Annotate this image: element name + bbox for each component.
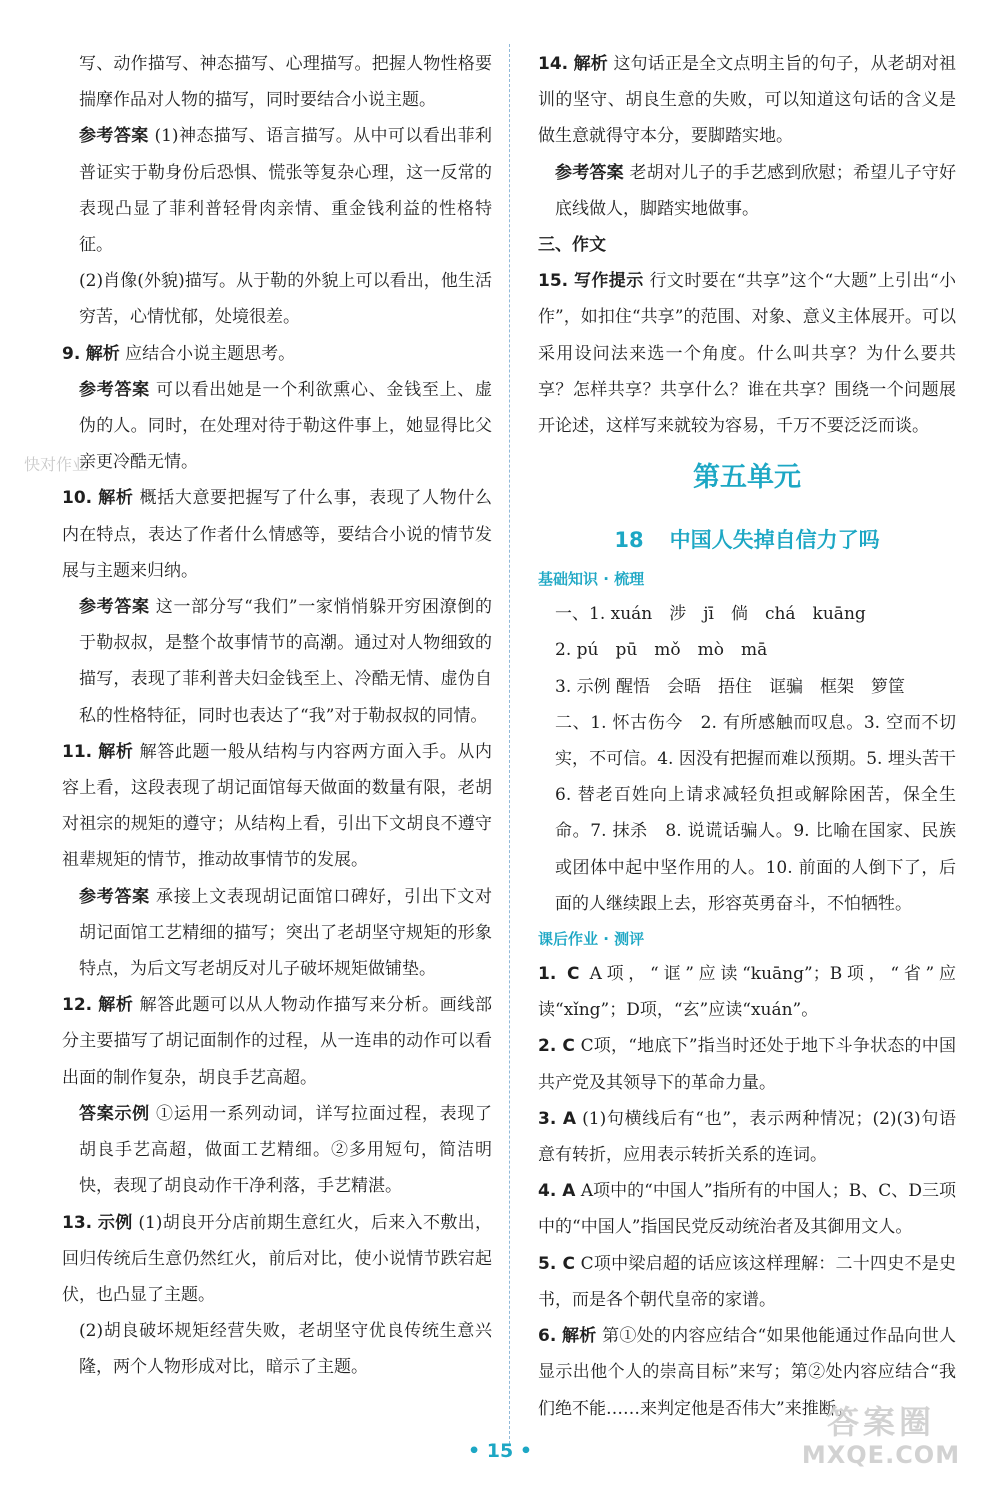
answer-label: 解析 bbox=[98, 488, 134, 509]
question-number: 2. C bbox=[538, 1036, 575, 1057]
answer-paragraph bbox=[62, 734, 492, 879]
answer-label: 写作提示 bbox=[573, 271, 644, 292]
answer-paragraph bbox=[62, 46, 492, 118]
answer-text: 可以看出她是一个利欲熏心、金钱至上、虚伪的人。同时，在处理对待于勒这件事上，她显得比父亲更冷酷无情。 bbox=[79, 379, 493, 473]
answer-paragraph bbox=[538, 596, 956, 632]
answer-paragraph bbox=[538, 263, 956, 444]
question-number: 6. bbox=[538, 1326, 557, 1347]
question-number: 15. bbox=[538, 271, 569, 292]
question-number: 10. bbox=[62, 488, 93, 509]
section-label-homework: 课后作业 · 测评 bbox=[538, 930, 645, 949]
answer-label: 解析 bbox=[561, 1326, 597, 1347]
answer-paragraph bbox=[62, 1313, 492, 1385]
answer-paragraph bbox=[62, 480, 492, 589]
watermark-url: MXQE.COM bbox=[801, 1441, 961, 1469]
watermark-logo bbox=[786, 1403, 976, 1473]
section-label-basic: 基础知识 · 梳理 bbox=[538, 570, 645, 589]
answer-paragraph bbox=[538, 1028, 956, 1100]
answer-text: (1)神态描写、语言描写。从中可以看出菲利普证实于勒身份后恐惧、慌张等复杂心理，这一反常的表现凸显了菲利普轻骨肉亲情、重金钱利益的性格特征。 bbox=[79, 126, 492, 256]
answer-paragraph bbox=[62, 1205, 492, 1314]
answer-paragraph bbox=[538, 956, 956, 1028]
unit-title: 第五单元 bbox=[693, 462, 801, 494]
answer-text: (2)胡良破坏规矩经营失败，老胡坚守优良传统生意兴隆，两个人物形成对比，暗示了主题。 bbox=[79, 1321, 492, 1378]
answer-label: 参考答案 bbox=[79, 126, 149, 147]
question-number: 5. C bbox=[538, 1253, 575, 1274]
answer-label: 解析 bbox=[573, 54, 608, 74]
answer-text: 一、1. xuán 涉 jī 倘 chá kuāng bbox=[555, 604, 866, 625]
answer-text: 承接上文表现胡记面馆口碑好，引出下文对胡记面馆工艺精细的描写；突出了老胡坚守规矩的形象特点，为后文写老胡反对儿子破坏规矩做铺垫。 bbox=[79, 886, 493, 980]
answer-text: (2)肖像(外貌)描写。从于勒的外貌上可以看出，他生活穷苦，心情忧郁，处境很差。 bbox=[79, 271, 492, 328]
answer-paragraph bbox=[538, 227, 956, 263]
answer-paragraph bbox=[62, 263, 492, 335]
answer-text: 解答此题可以从人物动作描写来分析。画线部分主要描写了胡记面制作的过程，从一连串的动作可以看出面的制作复杂，胡良手艺高超。 bbox=[62, 995, 493, 1088]
section-heading: 三、作文 bbox=[538, 235, 606, 256]
answer-label: 示例 bbox=[97, 1212, 133, 1233]
answer-paragraph bbox=[62, 336, 492, 372]
answer-text: 这句话正是全文点明主旨的句子，从老胡对祖训的坚守、胡良生意的失败，可以知道这句话的含义是做生意就得守本分，要脚踏实地。 bbox=[538, 54, 957, 147]
answer-paragraph bbox=[538, 1101, 956, 1173]
watermark-text: 答案圈 bbox=[826, 1403, 935, 1441]
question-number: 11. bbox=[62, 741, 93, 762]
answer-text: 二、1. 怀古伤今 2. 有所感触而叹息。3. 空而不切实，不可信。4. 因没有把握而难以预期。5. 埋头苦干 6. 替老百姓向上请求减轻负担或解除困苦，保全生命。7. 抹杀 8. 说谎话骗人。9. 比喻在国家、民族或团体中起中坚作用的人。10. 前面的人倒下了，后面的人继续跟上去，形容英勇奋斗，不怕牺牲。 bbox=[555, 712, 973, 914]
answer-label: 参考答案 bbox=[79, 597, 150, 618]
answer-paragraph bbox=[62, 987, 492, 1096]
answer-paragraph bbox=[538, 46, 956, 155]
answer-paragraph bbox=[538, 155, 956, 227]
right-top-answers bbox=[538, 46, 956, 444]
answer-paragraph bbox=[62, 372, 492, 481]
left-column bbox=[62, 46, 492, 1386]
answer-text: 第①处的内容应结合“如果他能通过作品向世人显示出他个人的崇高目标”来写；第②处内容应结合“我们绝不能……来判定他是否伟大”来推断。 bbox=[538, 1326, 957, 1419]
answer-label: 参考答案 bbox=[79, 379, 150, 400]
faint-watermark: 快对作业 bbox=[24, 455, 89, 474]
answer-paragraph bbox=[62, 118, 492, 263]
question-number: 13. bbox=[62, 1212, 93, 1233]
homework-section bbox=[538, 956, 956, 1427]
answer-label: 参考答案 bbox=[555, 162, 624, 183]
answer-text: 解答此题一般从结构与内容两方面入手。从内容上看，这段表现了胡记面馆每天做面的数量有限，老胡对祖宗的规矩的遵守；从结构上看，引出下文胡良不遵守祖辈规矩的情节，推动故事情节的发展。 bbox=[62, 741, 493, 871]
page-number: • 15 • bbox=[468, 1440, 532, 1462]
answer-text: 老胡对儿子的手艺感到欣慰；希望儿子守好底线做人，脚踏实地做事。 bbox=[555, 162, 957, 219]
right-column bbox=[538, 46, 973, 1427]
answer-paragraph bbox=[538, 1246, 956, 1318]
answer-label: 解析 bbox=[98, 741, 134, 762]
answer-text: C项中梁启超的话应该这样理解：二十四史不是史书，而是各个朝代皇帝的家谱。 bbox=[538, 1253, 956, 1310]
answer-paragraph bbox=[62, 589, 492, 734]
answer-paragraph bbox=[538, 632, 956, 668]
answer-label: 答案示例 bbox=[79, 1103, 150, 1124]
column-divider bbox=[509, 44, 510, 1444]
lesson-number: 18 bbox=[614, 528, 644, 553]
question-number: 3. A bbox=[538, 1108, 577, 1129]
answer-paragraph bbox=[62, 1096, 492, 1205]
question-number: 12. bbox=[62, 995, 93, 1016]
answer-text: 写、动作描写、神态描写、心理描写。把握人物性格要揣摩作品对人物的描写，同时要结合小说主题。 bbox=[79, 54, 492, 111]
lesson-title bbox=[538, 522, 956, 558]
answer-paragraph bbox=[538, 1173, 956, 1245]
answer-text: 2. pú pū mǒ mò mā bbox=[555, 640, 768, 661]
lesson-name: 中国人失掉自信力了吗 bbox=[669, 528, 880, 553]
answer-text: 应结合小说主题思考。 bbox=[125, 343, 296, 364]
question-number: 1. C bbox=[538, 964, 580, 985]
answer-text: C项，“地底下”指当时还处于地下斗争状态的中国共产党及其领导下的革命力量。 bbox=[538, 1036, 957, 1093]
answer-text: ①运用一系列动词，详写拉面过程，表现了胡良手艺高超，做面工艺精细。②多用短句，简洁明快，表现了胡良动作干净利落，手艺精湛。 bbox=[79, 1103, 493, 1197]
answer-text: 3. 示例 醒悟 会晤 捂住 诓骗 框架 箩筐 bbox=[555, 676, 906, 697]
question-number: 4. A bbox=[538, 1181, 576, 1202]
answer-text: 概括大意要把握写了什么事，表现了人物什么内在特点，表达了作者什么情感等，要结合小说的情节发展与主题来归纳。 bbox=[62, 488, 493, 581]
answer-paragraph bbox=[538, 669, 956, 705]
question-number: 14. bbox=[538, 54, 569, 74]
answer-label: 参考答案 bbox=[79, 886, 150, 907]
answer-paragraph bbox=[62, 879, 492, 988]
answer-text: A项，“诓”应读“kuāng”；B项，“省”应读“xǐng”；D项，“玄”应读“xuán”。 bbox=[538, 964, 956, 1021]
answer-text: A项中的“中国人”指所有的中国人；B、C、D三项中的“中国人”指国民党反动统治者及其御用文人。 bbox=[538, 1181, 956, 1238]
question-number: 9. bbox=[62, 343, 81, 364]
answer-text: 行文时要在“共享”这个“大题”上引出“小作”，如扣住“共享”的范围、对象、意义主体展开。可以采用设问法来选一个角度。什么叫共享？为什么要共享？怎样共享？共享什么？谁在共享？围绕一个问题展开论述，这样写来就较为容易，千万不要泛泛而谈。 bbox=[538, 271, 956, 437]
answer-text: 这一部分写“我们”一家悄悄躲开穷困潦倒的于勒叔叔，是整个故事情节的高潮。通过对人物细致的描写，表现了菲利普夫妇金钱至上、冷酷无情、虚伪自私的性格特征，同时也表达了“我”对于勒叔叔的同情。 bbox=[79, 597, 493, 726]
answer-label: 解析 bbox=[85, 343, 120, 364]
answer-text: (1)句横线后有“也”，表示两种情况；(2)(3)句语意有转折，应用表示转折关系的连词。 bbox=[538, 1108, 956, 1166]
answer-label: 解析 bbox=[98, 995, 134, 1016]
basic-knowledge-section bbox=[538, 596, 973, 922]
answer-paragraph bbox=[538, 705, 973, 922]
answer-text: (1)胡良开分店前期生意红火，后来入不敷出，回归传统后生意仍然红火，前后对比，使小说情节跌宕起伏，也凸显了主题。 bbox=[62, 1212, 493, 1305]
